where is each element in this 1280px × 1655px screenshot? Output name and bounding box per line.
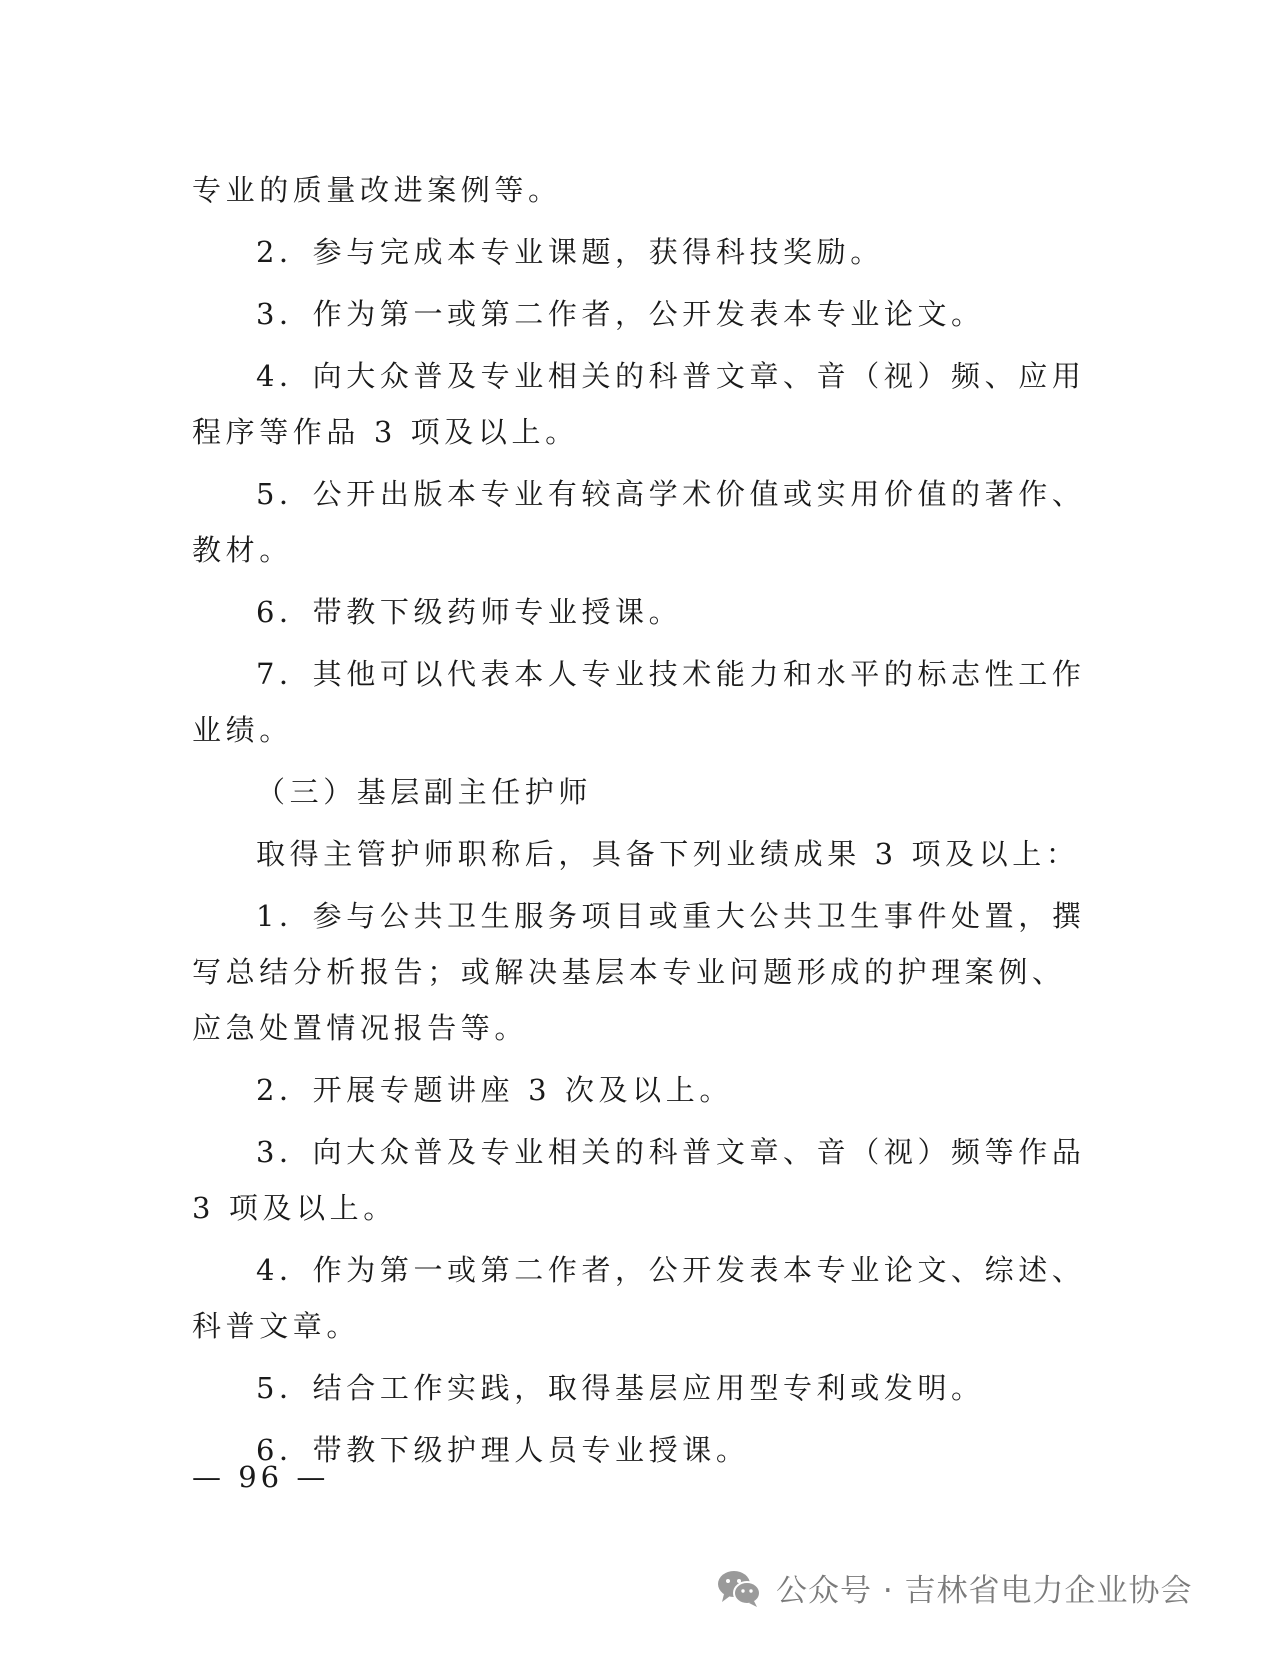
watermark (716, 1565, 1193, 1610)
section-heading: （三）基层副主任护师 (256, 775, 593, 809)
wechat-icon (716, 1568, 762, 1608)
paragraph: 2．参与完成本专业课题，获得科技奖励。 (256, 235, 884, 269)
page-number: — 96 — (192, 1460, 330, 1494)
paragraph: 3．向大众普及专业相关的科普文章、音（视）频等作品 3 项及以上。 (192, 1135, 1086, 1225)
paragraph: 4．作为第一或第二作者，公开发表本专业论文、综述、科普文章。 (192, 1253, 1086, 1343)
watermark-text: 公众号 · 吉林省电力企业协会 (776, 1573, 1193, 1609)
paragraph: 6．带教下级护理人员专业授课。 (256, 1433, 750, 1467)
paragraph: 专业的质量改进案例等。 (192, 173, 562, 207)
paragraph: 6．带教下级药师专业授课。 (256, 595, 683, 629)
paragraph: 7．其他可以代表本人专业技术能力和水平的标志性工作业绩。 (192, 657, 1086, 747)
document-body (192, 162, 1092, 1484)
paragraph: 1．参与公共卫生服务项目或重大公共卫生事件处置，撰写总结分析报告；或解决基层本专业问题形成的护理案例、应急处置情况报告等。 (192, 899, 1086, 1045)
paragraph: 3．作为第一或第二作者，公开发表本专业论文。 (256, 297, 985, 331)
paragraph: 5．公开出版本专业有较高学术价值或实用价值的著作、教材。 (192, 477, 1086, 567)
paragraph: 2．开展专题讲座 3 次及以上。 (256, 1073, 733, 1107)
paragraph: 4．向大众普及专业相关的科普文章、音（视）频、应用程序等作品 3 项及以上。 (192, 359, 1086, 449)
paragraph: 取得主管护师职称后，具备下列业绩成果 3 项及以上： (256, 837, 1080, 871)
paragraph: 5．结合工作实践，取得基层应用型专利或发明。 (256, 1371, 985, 1405)
